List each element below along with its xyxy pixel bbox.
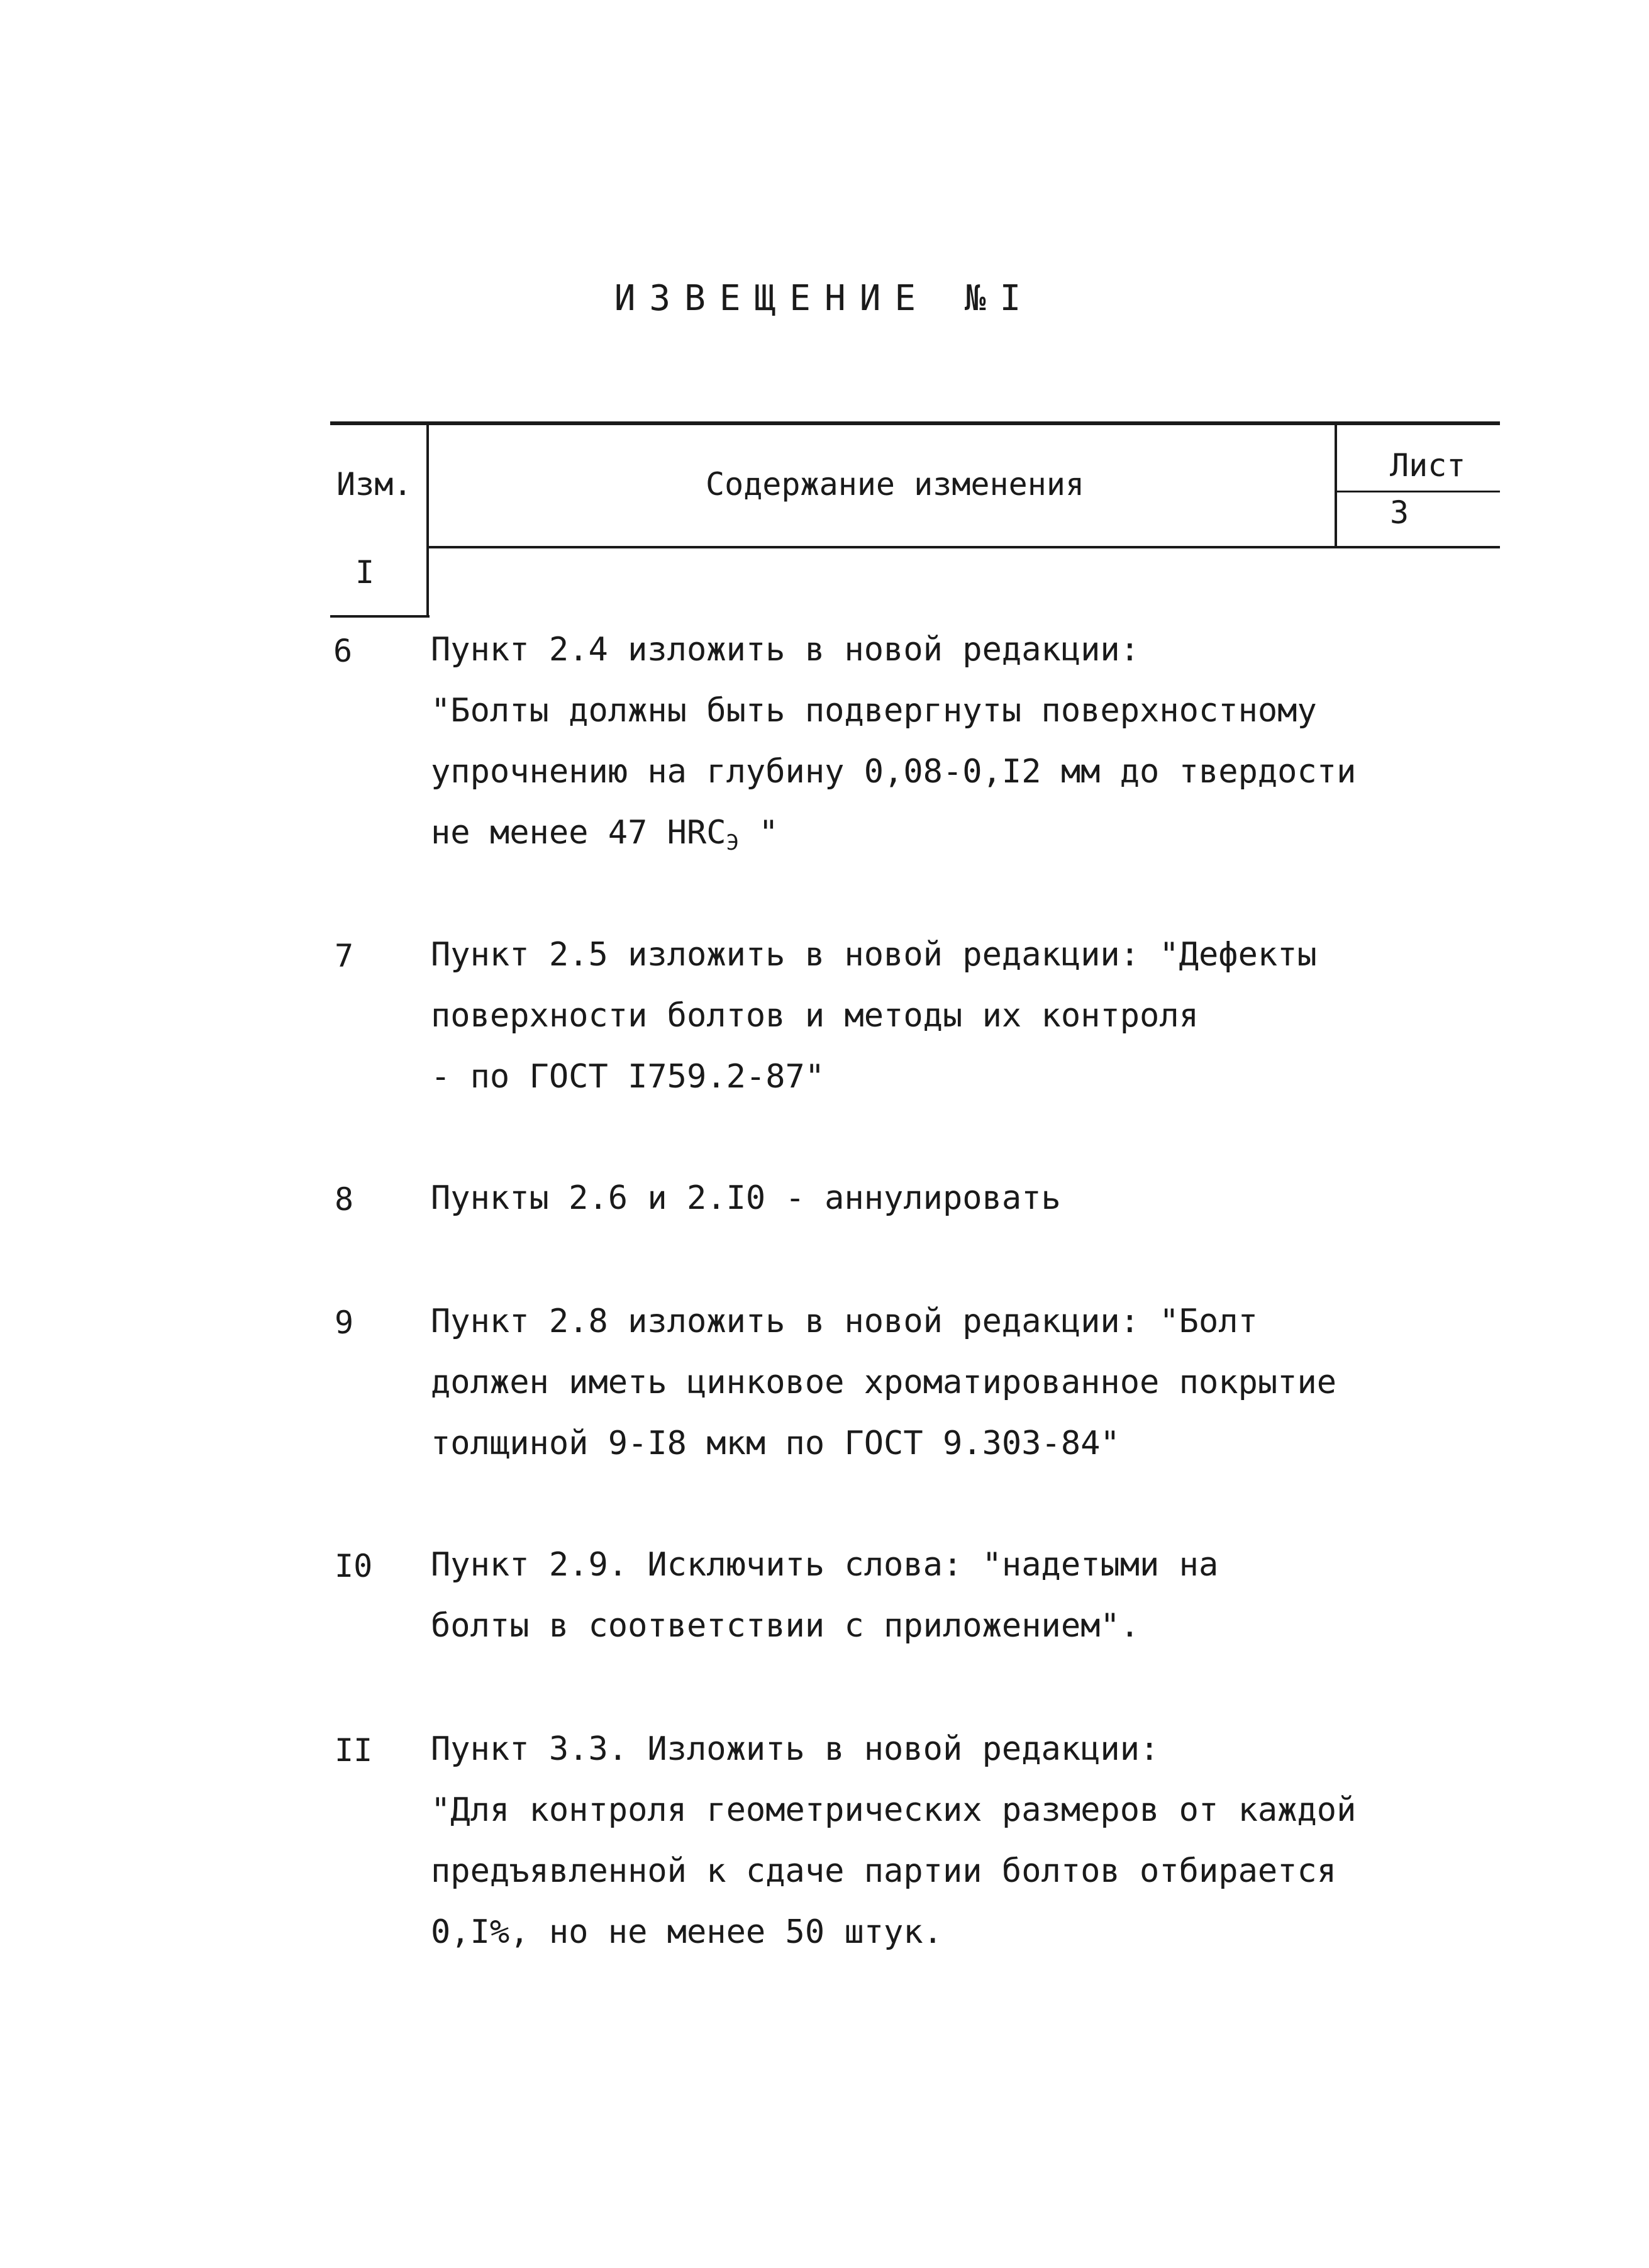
item-text	[431, 925, 1374, 1108]
item-line: толщиной 9-I8 мкм по ГОСТ 9.303-84"	[431, 1425, 1120, 1462]
column-header-change: Изм.	[336, 466, 413, 503]
item-line: Пункт 2.5 изложить в новой редакции: "Дефекты	[431, 936, 1317, 974]
item-number: 6	[333, 633, 353, 669]
closing-quote: "	[739, 814, 779, 852]
item-line: 0,I%, но не менее 50 штук.	[431, 1913, 943, 1951]
item-number: II	[335, 1732, 373, 1769]
item-line: поверхности болтов и методы их контроля	[431, 997, 1199, 1035]
column-header-content: Содержание изменения	[706, 466, 1085, 503]
item-line: Пункт 2.4 изложить в новой редакции:	[431, 631, 1140, 669]
item-line-hardness	[431, 803, 1374, 874]
item-line: болты в соответствии с приложением".	[431, 1607, 1140, 1645]
hardness-subscript: Э	[726, 830, 740, 855]
item-line: упрочнению на глубину 0,08-0,I2 мм до твердости	[431, 753, 1357, 791]
item-number: I0	[335, 1548, 373, 1584]
item-text	[431, 1535, 1374, 1657]
item-line: "Для контроля геометрических размеров от каждой	[431, 1791, 1357, 1829]
item-text	[431, 1719, 1374, 1963]
item-line: Пункт 2.9. Исключить слова: "надетыми на	[431, 1546, 1219, 1584]
table-vertical-rule-right	[1335, 423, 1337, 548]
item-text	[431, 1291, 1374, 1474]
column-header-sheet: Лист	[1390, 447, 1466, 484]
item-number: 8	[335, 1181, 354, 1218]
item-text	[431, 1168, 1374, 1229]
change-number: I	[355, 554, 375, 591]
item-text	[431, 620, 1374, 874]
document-title: ИЗВЕЩЕНИЕ №I	[614, 278, 1035, 319]
item-line: Пункты 2.6 и 2.I0 - аннулировать	[431, 1179, 1061, 1217]
item-line: предъявленной к сдаче партии болтов отбирается	[431, 1852, 1337, 1890]
sheet-number: 3	[1390, 494, 1409, 531]
item-line: должен иметь цинковое хроматированное покрытие	[431, 1364, 1337, 1401]
item-line: Пункт 3.3. Изложить в новой редакции:	[431, 1730, 1160, 1768]
item-line: "Болты должны быть подвергнуты поверхностному	[431, 692, 1317, 730]
item-number: 9	[335, 1304, 354, 1341]
table-vertical-rule-left	[426, 423, 429, 618]
item-number: 7	[335, 938, 354, 974]
hardness-text: не менее 47 HRC	[431, 814, 726, 852]
item-line: - по ГОСТ I759.2-87"	[431, 1058, 825, 1096]
table-row-bottom-rule	[330, 615, 430, 618]
table-header-bottom-rule	[428, 546, 1500, 548]
item-line: Пункт 2.8 изложить в новой редакции: "Болт	[431, 1303, 1258, 1340]
table-sheet-divider-rule	[1336, 491, 1500, 492]
table-top-rule	[330, 421, 1500, 425]
